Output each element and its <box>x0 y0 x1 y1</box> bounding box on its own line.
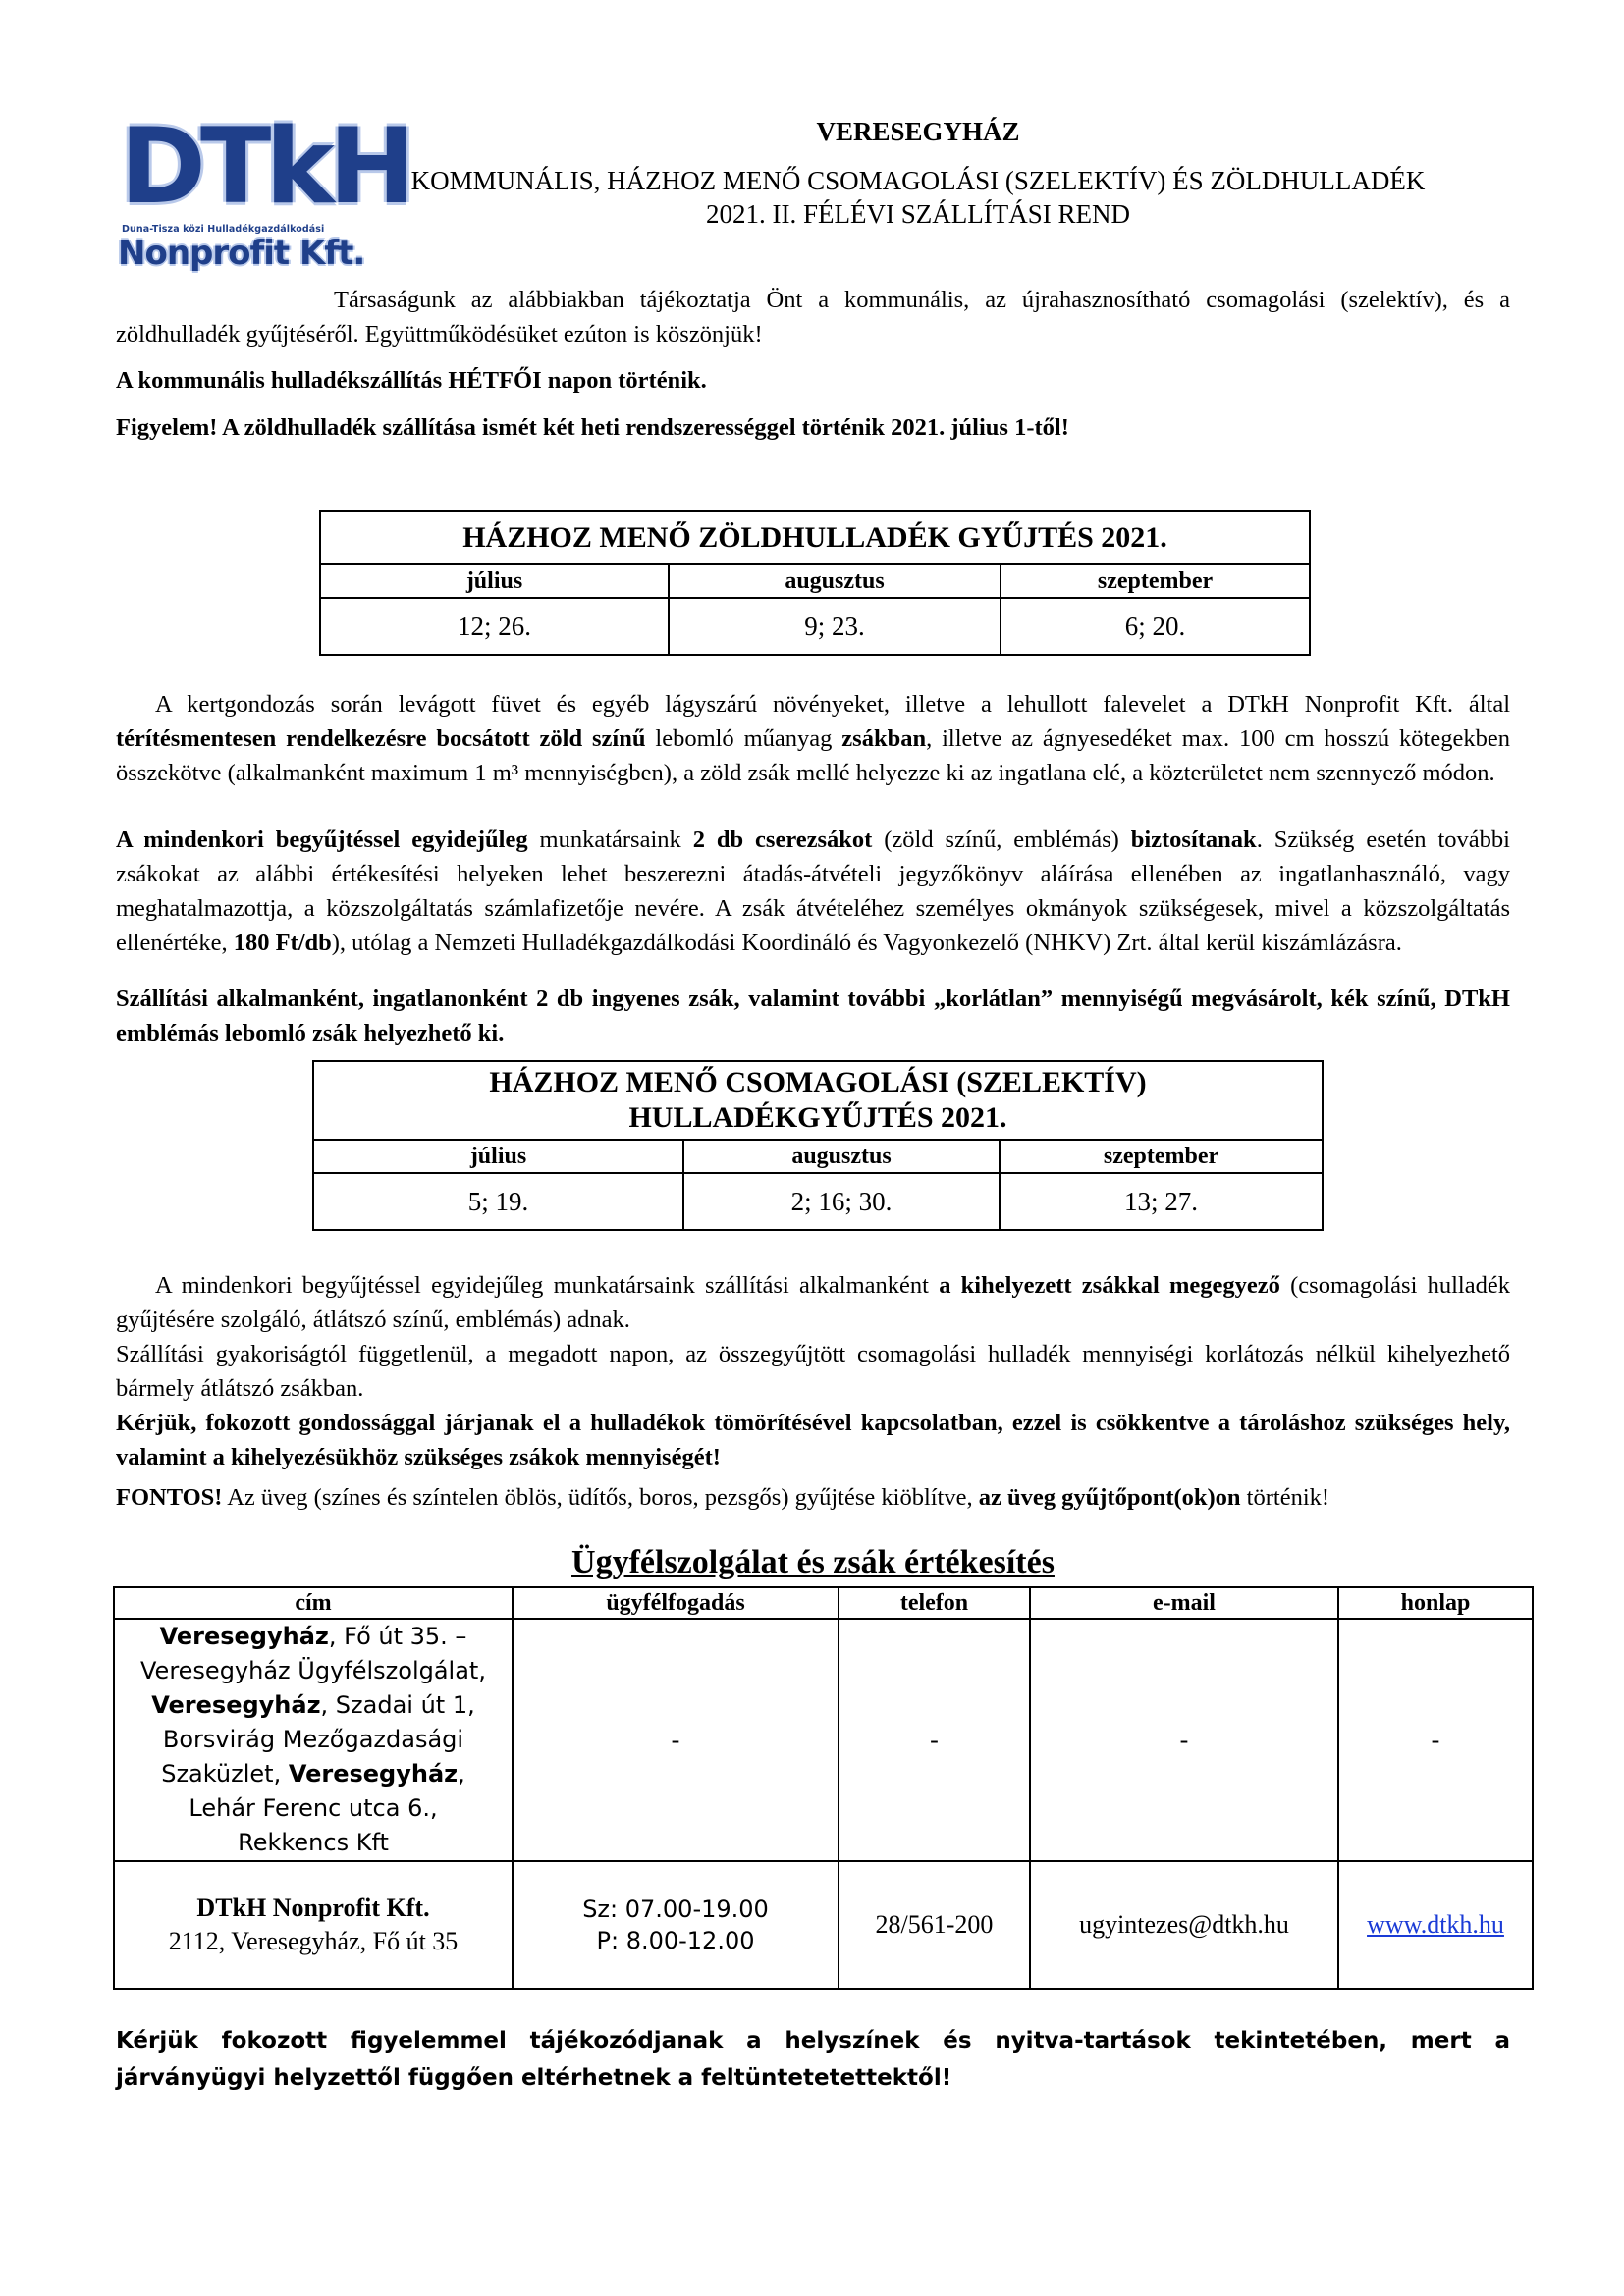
text-span: P: 8.00-12.00 <box>596 1927 755 1954</box>
logo-subtitle: Duna-Tisza közi Hulladékgazdálkodási <box>122 224 325 235</box>
selective-title-line1: HÁZHOZ MENŐ CSOMAGOLÁSI (SZELEKTÍV) <box>489 1066 1147 1098</box>
text-span: , illetve az ágnyesedéket max. 100 cm hosszú kötegekben összekötve (alkalmanként maximum 1 m³ mennyiségben), a zöld zsák mellé helyezze ki az ingatlana elé, a közterületet nem szennyező módon. <box>116 725 1510 786</box>
text-span: (zöld színű, emblémás) <box>872 827 1131 853</box>
hours-cell: - <box>513 1619 839 1861</box>
text-span: , Fő út 35. – Veresegyház Ügyfélszolgálat, <box>140 1623 486 1684</box>
green-month-jul: július <box>320 564 669 598</box>
header-phone: telefon <box>839 1587 1030 1619</box>
selective-title-line2: HULLADÉKGYŰJTÉS 2021. <box>628 1101 1007 1134</box>
hours-cell <box>513 1861 839 1989</box>
selective-month-jul: július <box>313 1140 683 1173</box>
logo-main-text: DTkH <box>120 106 410 227</box>
text-span: A mindenkori begyűjtéssel egyidejűleg munkatársaink szállítási alkalmanként <box>155 1272 940 1299</box>
text-span: FONTOS! <box>116 1484 223 1511</box>
green-bag-paragraph <box>116 687 1510 790</box>
glass-notice <box>116 1480 1510 1515</box>
replacement-bag-paragraph <box>116 823 1510 960</box>
text-span: , Szadai út 1, Borsvirág Mezőgazdasági Szaküzlet, <box>161 1691 475 1788</box>
selective-waste-table <box>312 1060 1324 1231</box>
text-span: lebomló műanyag <box>645 725 842 752</box>
green-waste-notice: Figyelem! A zöldhulladék szállítása ismét két heti rendszerességgel történik 2021. július 1-től! <box>116 414 1069 441</box>
text-span: zsákban <box>841 725 927 752</box>
green-waste-table <box>319 510 1311 656</box>
text-span: az üveg gyűjtőpont(ok)on <box>978 1484 1241 1511</box>
selective-dates-aug: 2; 16; 30. <box>683 1173 1000 1230</box>
text-span: . Szükség esetén további zsákokat az alábbi értékesítési helyeken lehet beszerezni átadás-átvételi jegyzőkönyv aláírása ellenében az ingatlanhasználó, vagy meghatalmazottja, a közszolgáltatás számlafizetője nevére. A zsák átvételéhez személyes okmányok szükségesek, mivel a közszolgáltatás ellenértéke, <box>116 827 1510 956</box>
text-span: munkatársaink <box>527 827 693 853</box>
selective-dates-sep: 13; 27. <box>1000 1173 1323 1230</box>
text-span: 2 db cserezsákot <box>692 827 873 853</box>
selective-table-title <box>313 1061 1323 1140</box>
address-cell-locations <box>114 1619 513 1861</box>
communal-notice: A kommunális hulladékszállítás HÉTFŐI napon történik. <box>116 367 707 394</box>
header-email: e-mail <box>1030 1587 1338 1619</box>
service-title-text: Ügyfélszolgálat és zsák értékesítés <box>571 1544 1055 1580</box>
free-bag-notice: Szállítási alkalmanként, ingatlanonként 2 db ingyenes zsák, valamint további „korlátlan” mennyiségű megvásárolt, kék színű, DTkH emblémás lebomló zsák helyezhető ki. <box>116 986 1510 1046</box>
text-span: történik! <box>1240 1484 1330 1511</box>
green-dates-jul: 12; 26. <box>320 598 669 655</box>
header-town: VERESEGYHÁZ <box>816 117 1020 146</box>
header-hours: ügyfélfogadás <box>513 1587 839 1619</box>
text-span: Veresegyház <box>159 1623 329 1650</box>
text-span: A kertgondozás során levágott füvet és egyéb lágyszárú növényeket, illetve a lehullott falevelet a DTkH Nonprofit Kft. által <box>155 691 1510 718</box>
address-cell-dtkh <box>114 1861 513 1989</box>
website-cell: - <box>1338 1619 1533 1861</box>
text-span: térítésmentesen rendelkezésre bocsátott zöld színű <box>116 725 646 752</box>
frequency-paragraph: Szállítási gyakoriságtól függetlenül, a megadott napon, az összegyűjtött csomagolási hulladék mennyiségi korlátozás nélkül kihelyezhető bármely átlátszó zsákban. <box>116 1341 1510 1402</box>
text-span: ), utólag a Nemzeti Hulladékgazdálkodási Koordináló és Vagyonkezelő (NHKV) Zrt. által kerül kiszámlázásra. <box>331 930 1402 956</box>
green-dates-sep: 6; 20. <box>1001 598 1310 655</box>
dtkh-logo <box>116 106 410 273</box>
text-span: Sz: 07.00-19.00 <box>582 1896 769 1923</box>
selective-month-aug: augusztus <box>683 1140 1000 1173</box>
green-dates-aug: 9; 23. <box>669 598 1001 655</box>
text-span: (csomagolási hulladék gyűjtésére szolgáló, átlátszó színű, emblémás) adnak. <box>116 1272 1510 1333</box>
green-table-title: HÁZHOZ MENŐ ZÖLDHULLADÉK GYŰJTÉS 2021. <box>320 511 1310 564</box>
phone-cell: - <box>839 1619 1030 1861</box>
text-span: , Lehár Ferenc utca 6., Rekkencs Kft <box>189 1760 465 1856</box>
intro-paragraph: Társaságunk az alábbiakban tájékoztatja Önt a kommunális, az újrahasznosítható csomagolási (szelektív), és a zöldhulladék gyűjtéséről. Együttműködésüket ezúton is köszönjük! <box>116 287 1510 347</box>
selective-month-sep: szeptember <box>1000 1140 1323 1173</box>
green-month-sep: szeptember <box>1001 564 1310 598</box>
selective-bag-paragraph <box>116 1268 1510 1337</box>
header-website: honlap <box>1338 1587 1533 1619</box>
selective-dates-jul: 5; 19. <box>313 1173 683 1230</box>
text-span: Veresegyház <box>288 1760 459 1788</box>
logo-kft-text: Nonprofit Kft. <box>118 234 365 273</box>
header-line1: KOMMUNÁLIS, HÁZHOZ MENŐ CSOMAGOLÁSI (SZELEKTÍV) ÉS ZÖLDHULLADÉK <box>410 166 1426 195</box>
text-span: Az üveg (színes és színtelen öblös, üdítős, boros, pezsgős) gyűjtése kiöblítve, <box>222 1484 979 1511</box>
text-span: Veresegyház <box>151 1691 321 1719</box>
footnote: Kérjük fokozott figyelemmel tájékozódjanak a helyszínek és nyitva-tartások tekintetében, mert a járványügyi helyzettől függően eltérhetnek a feltüntetetettektől! <box>116 2028 1510 2091</box>
header-line2: 2021. II. FÉLÉVI SZÁLLÍTÁSI REND <box>706 199 1130 229</box>
phone-cell: 28/561-200 <box>839 1861 1030 1989</box>
green-month-aug: augusztus <box>669 564 1001 598</box>
text-span: 180 Ft/db <box>233 930 332 956</box>
header-address: cím <box>114 1587 513 1619</box>
service-title <box>116 1543 1510 1582</box>
text-span: A mindenkori begyűjtéssel egyidejűleg <box>116 827 528 853</box>
email-cell: - <box>1030 1619 1338 1861</box>
service-table <box>113 1586 1534 1990</box>
text-span: a kihelyezett zsákkal megegyező <box>939 1272 1280 1299</box>
compaction-paragraph: Kérjük, fokozott gondossággal járjanak el a hulladékok tömörítésével kapcsolatban, ezzel is csökkentve a tároláshoz szükséges hely, valamint a kihelyezésükhöz szükséges zsákok mennyiségét! <box>116 1410 1510 1470</box>
text-span: biztosítanak <box>1130 827 1257 853</box>
website-cell[interactable] <box>1338 1861 1533 1989</box>
text-span: 2112, Veresegyház, Fő út 35 <box>168 1927 459 1955</box>
text-span: DTkH Nonprofit Kft. <box>196 1894 430 1922</box>
website-link[interactable]: www.dtkh.hu <box>1367 1910 1504 1939</box>
email-cell[interactable]: ugyintezes@dtkh.hu <box>1030 1861 1338 1989</box>
